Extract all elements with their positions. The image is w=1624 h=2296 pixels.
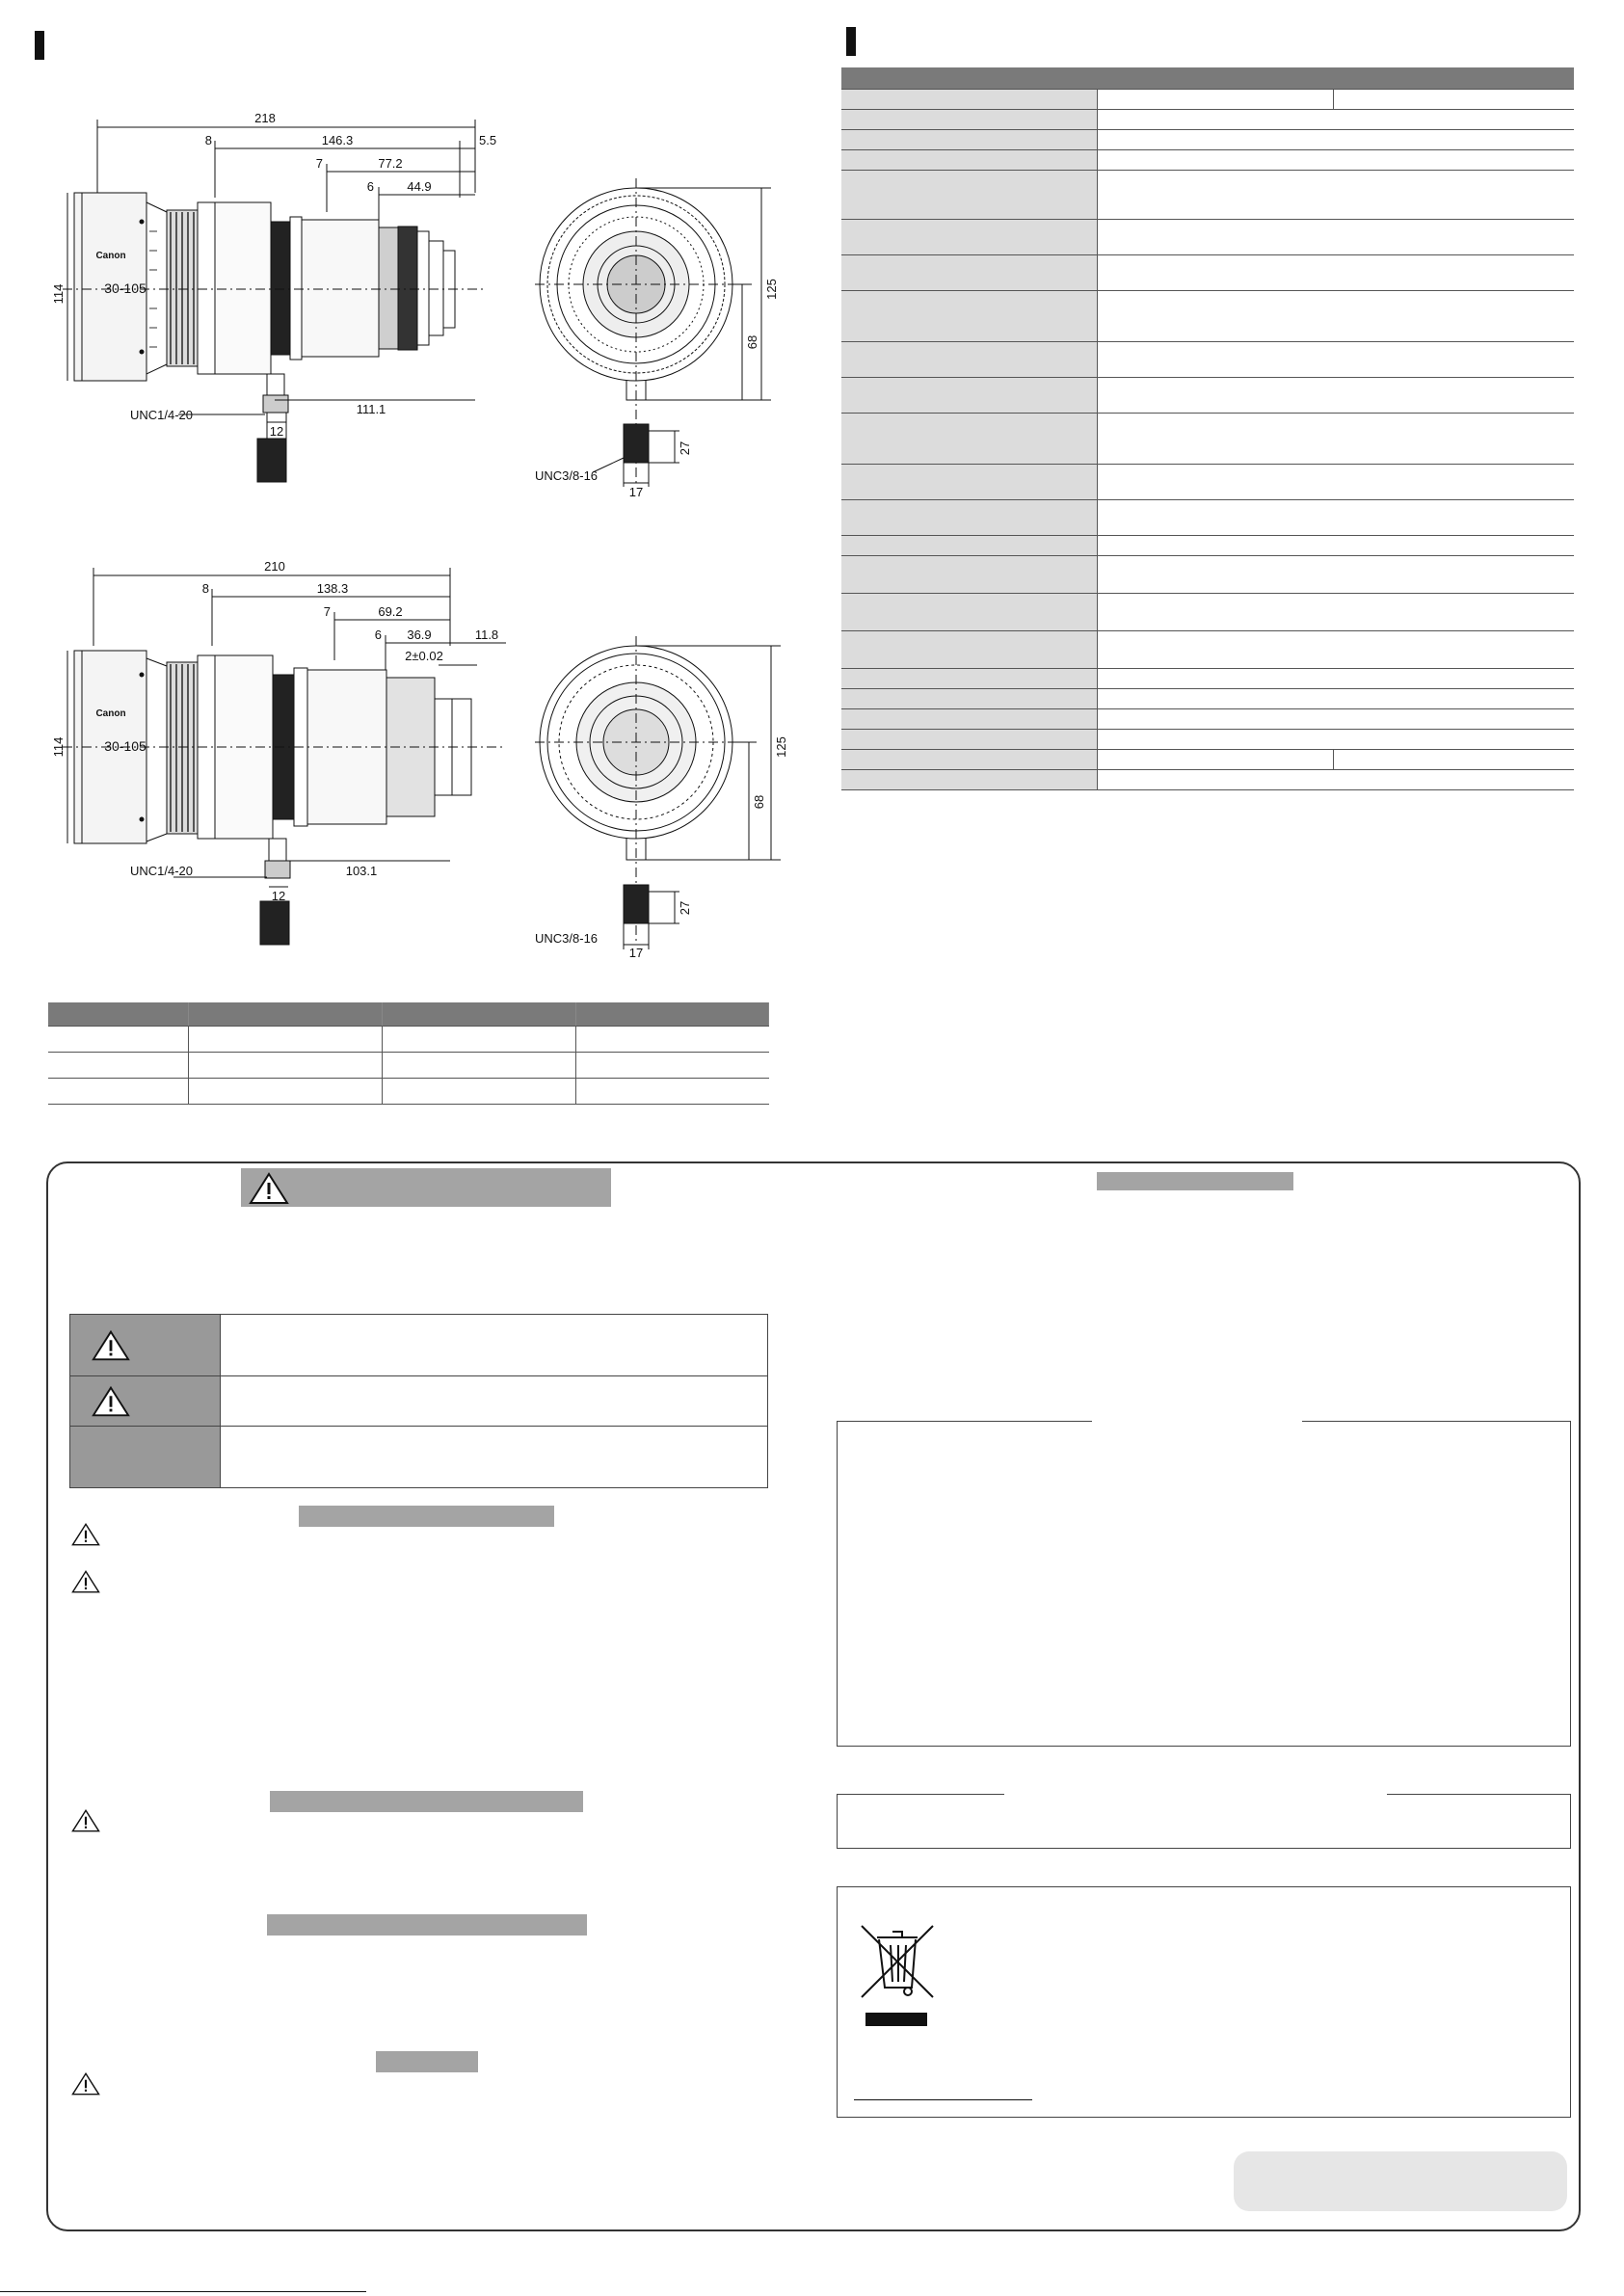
dim-103-1: 103.1 <box>345 864 378 878</box>
weee-notice-box <box>837 1886 1571 2118</box>
warning-triangle-icon <box>92 1385 130 1418</box>
dim-44-9: 44.9 <box>407 179 432 194</box>
brand-logo-text: Canon <box>95 708 126 719</box>
lens-front-view-bottom <box>535 636 810 959</box>
dim-146-3: 146.3 <box>321 133 354 147</box>
footer-code-pill <box>1234 2151 1567 2211</box>
dim-111-1: 111.1 <box>356 402 386 416</box>
spec-table <box>841 67 1574 790</box>
accessory-table <box>48 1002 769 1105</box>
dim-2-tolerance: 2±0.02 <box>405 649 443 663</box>
dim-12: 12 <box>269 424 284 439</box>
caution-heading-bar-1 <box>299 1506 554 1527</box>
brand-logo-text: Canon <box>95 251 126 261</box>
zoom-range-label: 30-105 <box>104 280 146 296</box>
front-thread-label: UNC3/8-16 <box>535 931 599 946</box>
warning-triangle-icon <box>71 1807 100 1834</box>
lens-side-view-top <box>51 106 497 501</box>
dim-12: 12 <box>271 889 286 903</box>
front-dim-17: 17 <box>628 946 644 960</box>
warning-triangle-icon <box>71 1521 100 1548</box>
dim-overall-length: 210 <box>264 559 285 574</box>
section-marker-specs <box>846 27 856 56</box>
dim-69-2: 69.2 <box>378 604 403 619</box>
lens-side-view-bottom <box>53 554 511 964</box>
dim-height-114: 114 <box>51 283 66 305</box>
notice-box-small <box>837 1794 1571 1849</box>
front-thread-label: UNC3/8-16 <box>535 468 599 483</box>
dim-7: 7 <box>323 604 331 619</box>
dim-6: 6 <box>366 179 374 194</box>
dim-8: 8 <box>204 133 212 147</box>
dim-6: 6 <box>374 627 382 642</box>
warning-triangle-icon <box>71 1568 100 1595</box>
warning-triangle-icon <box>71 2070 100 2097</box>
front-dim-68: 68 <box>745 334 759 350</box>
lens-front-view-top <box>535 178 800 499</box>
front-dim-17: 17 <box>628 485 644 499</box>
mount-thread-label: UNC1/4-20 <box>129 864 193 878</box>
dim-height-114: 114 <box>51 736 66 758</box>
warning-triangle-icon <box>92 1329 130 1362</box>
front-dim-125: 125 <box>774 736 788 758</box>
section-marker-drawings <box>35 31 44 60</box>
weee-crossed-bin-icon <box>856 1920 939 2028</box>
mount-thread-label: UNC1/4-20 <box>129 408 193 422</box>
warning-levels-table <box>69 1314 768 1488</box>
notice-box-large <box>837 1421 1571 1747</box>
front-dim-27: 27 <box>678 441 692 456</box>
front-dim-27: 27 <box>678 900 692 916</box>
right-column-heading-bar <box>1097 1172 1293 1190</box>
notice-box-title-gap <box>1092 1418 1302 1424</box>
caution-heading-bar-2 <box>270 1791 583 1812</box>
caution-heading-bar-4 <box>376 2051 478 2072</box>
dim-77-2: 77.2 <box>378 156 403 171</box>
bottom-rule <box>0 2291 366 2292</box>
front-dim-68: 68 <box>752 794 766 810</box>
dim-5-5: 5.5 <box>479 133 497 147</box>
warning-triangle-icon <box>249 1172 289 1205</box>
dim-138-3: 138.3 <box>316 581 349 596</box>
front-dim-125: 125 <box>764 279 779 300</box>
dim-overall-length: 218 <box>254 111 276 125</box>
notice-box-small-title-gap <box>1004 1791 1387 1797</box>
zoom-range-label: 30-105 <box>104 738 146 754</box>
dim-8: 8 <box>201 581 209 596</box>
weee-divider-line <box>854 2099 1032 2100</box>
dim-36-9: 36.9 <box>407 627 432 642</box>
dim-11-8: 11.8 <box>474 627 499 642</box>
dim-7: 7 <box>315 156 323 171</box>
caution-heading-bar-3 <box>267 1914 587 1936</box>
safety-heading-bar <box>241 1168 611 1207</box>
